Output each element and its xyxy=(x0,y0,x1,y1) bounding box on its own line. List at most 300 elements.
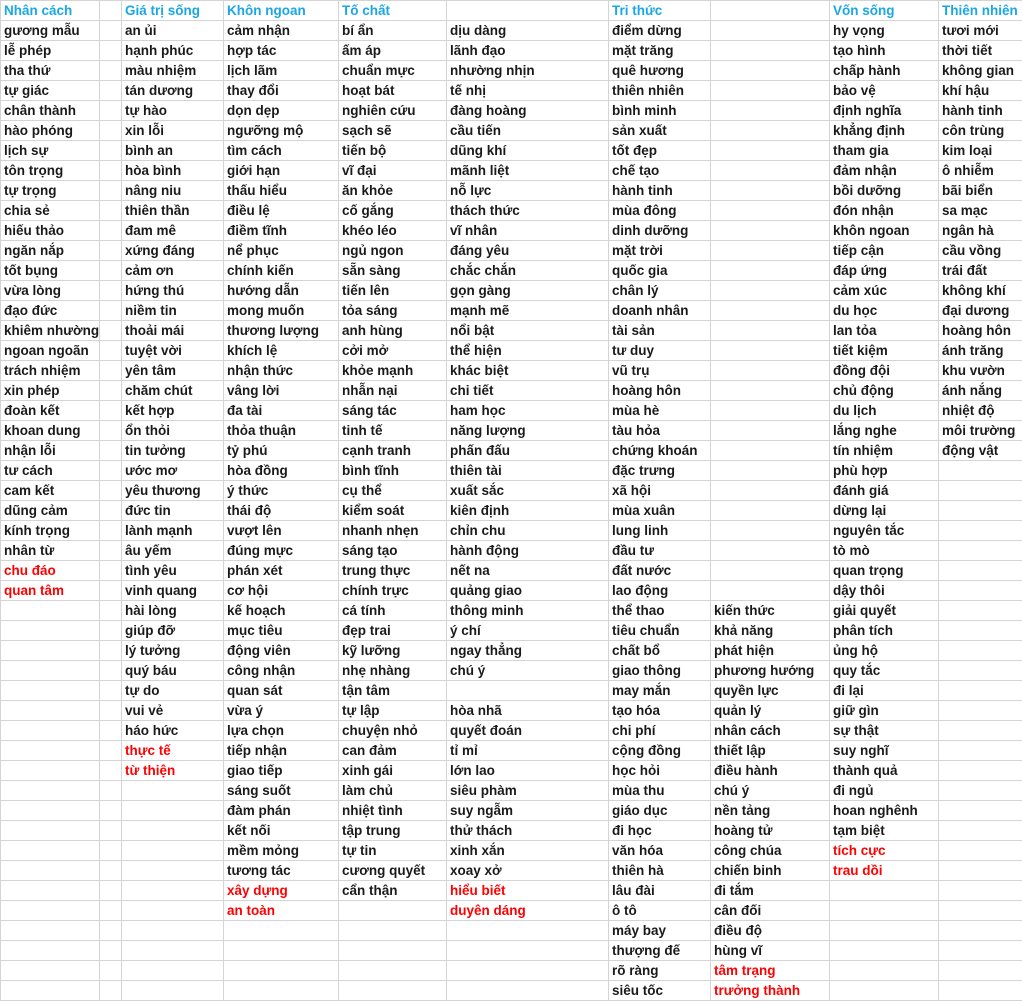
word-cell[interactable]: tươi mới xyxy=(939,21,1022,41)
word-cell[interactable] xyxy=(100,861,122,881)
word-cell[interactable]: nền tảng xyxy=(711,801,830,821)
word-cell[interactable] xyxy=(339,961,447,981)
word-cell[interactable] xyxy=(100,61,122,81)
word-cell[interactable] xyxy=(100,321,122,341)
word-cell[interactable] xyxy=(100,721,122,741)
word-cell[interactable]: đa tài xyxy=(224,401,339,421)
word-cell[interactable]: ngân hà xyxy=(939,221,1022,241)
word-cell[interactable]: quan tâm xyxy=(1,581,100,601)
word-cell[interactable] xyxy=(100,281,122,301)
word-cell[interactable]: ô tô xyxy=(609,901,711,921)
word-cell[interactable]: ô nhiễm xyxy=(939,161,1022,181)
word-cell[interactable] xyxy=(939,841,1022,861)
word-cell[interactable] xyxy=(1,681,100,701)
word-cell[interactable]: ngủ ngon xyxy=(339,241,447,261)
word-cell[interactable]: mặt trăng xyxy=(609,41,711,61)
word-cell[interactable]: xin lỗi xyxy=(122,121,224,141)
word-cell[interactable]: thiên thần xyxy=(122,201,224,221)
word-cell[interactable]: vũ trụ xyxy=(609,361,711,381)
word-cell[interactable]: hoan nghênh xyxy=(830,801,939,821)
column-header[interactable]: Thiên nhiên xyxy=(939,1,1022,21)
word-cell[interactable] xyxy=(939,961,1022,981)
word-cell[interactable]: không gian xyxy=(939,61,1022,81)
word-cell[interactable]: điều hành xyxy=(711,761,830,781)
word-cell[interactable]: bình an xyxy=(122,141,224,161)
word-cell[interactable]: thiên tài xyxy=(447,461,609,481)
word-cell[interactable]: hướng dẫn xyxy=(224,281,339,301)
word-cell[interactable]: tham gia xyxy=(830,141,939,161)
word-cell[interactable]: quý báu xyxy=(122,661,224,681)
word-cell[interactable]: bình minh xyxy=(609,101,711,121)
word-cell[interactable] xyxy=(100,881,122,901)
word-cell[interactable]: đại dương xyxy=(939,301,1022,321)
word-cell[interactable] xyxy=(711,201,830,221)
word-cell[interactable]: cơ hội xyxy=(224,581,339,601)
word-cell[interactable]: chế tạo xyxy=(609,161,711,181)
word-cell[interactable] xyxy=(711,581,830,601)
word-cell[interactable]: bồi dưỡng xyxy=(830,181,939,201)
word-cell[interactable] xyxy=(100,381,122,401)
word-cell[interactable]: tàu hỏa xyxy=(609,421,711,441)
word-cell[interactable]: giúp đỡ xyxy=(122,621,224,641)
word-cell[interactable]: sản xuất xyxy=(609,121,711,141)
word-cell[interactable]: khôn ngoan xyxy=(830,221,939,241)
word-cell[interactable]: vĩ đại xyxy=(339,161,447,181)
word-cell[interactable]: âu yếm xyxy=(122,541,224,561)
word-cell[interactable]: cộng đồng xyxy=(609,741,711,761)
word-cell[interactable] xyxy=(447,961,609,981)
word-cell[interactable]: nguyên tắc xyxy=(830,521,939,541)
word-cell[interactable]: mùa đông xyxy=(609,201,711,221)
word-cell[interactable] xyxy=(939,881,1022,901)
word-cell[interactable]: đồng đội xyxy=(830,361,939,381)
word-cell[interactable]: điều lệ xyxy=(224,201,339,221)
word-cell[interactable]: ủng hộ xyxy=(830,641,939,661)
word-cell[interactable] xyxy=(100,961,122,981)
word-cell[interactable]: tích cực xyxy=(830,841,939,861)
word-cell[interactable]: nhiệt độ xyxy=(939,401,1022,421)
word-cell[interactable] xyxy=(100,981,122,1001)
word-cell[interactable] xyxy=(711,481,830,501)
word-cell[interactable]: tận tâm xyxy=(339,681,447,701)
word-cell[interactable] xyxy=(711,241,830,261)
column-header[interactable]: Tố chất xyxy=(339,1,447,21)
word-cell[interactable]: tôn trọng xyxy=(1,161,100,181)
word-cell[interactable]: tự giác xyxy=(1,81,100,101)
word-cell[interactable]: khoan dung xyxy=(1,421,100,441)
word-cell[interactable]: trau dồi xyxy=(830,861,939,881)
word-cell[interactable]: trung thực xyxy=(339,561,447,581)
word-cell[interactable]: tốt đẹp xyxy=(609,141,711,161)
word-cell[interactable] xyxy=(711,141,830,161)
word-cell[interactable]: hào phóng xyxy=(1,121,100,141)
word-cell[interactable] xyxy=(100,501,122,521)
word-cell[interactable] xyxy=(711,421,830,441)
word-cell[interactable]: xứng đáng xyxy=(122,241,224,261)
word-cell[interactable]: đón nhận xyxy=(830,201,939,221)
word-cell[interactable]: động viên xyxy=(224,641,339,661)
word-cell[interactable]: khéo léo xyxy=(339,221,447,241)
word-cell[interactable]: khẳng định xyxy=(830,121,939,141)
word-cell[interactable]: kế hoạch xyxy=(224,601,339,621)
word-cell[interactable]: chuyện nhỏ xyxy=(339,721,447,741)
word-cell[interactable] xyxy=(339,921,447,941)
word-cell[interactable]: tha thứ xyxy=(1,61,100,81)
word-cell[interactable] xyxy=(939,921,1022,941)
word-cell[interactable]: xuất sắc xyxy=(447,481,609,501)
word-cell[interactable]: tài sản xyxy=(609,321,711,341)
word-cell[interactable]: thay đổi xyxy=(224,81,339,101)
word-cell[interactable]: khích lệ xyxy=(224,341,339,361)
word-cell[interactable]: ánh nắng xyxy=(939,381,1022,401)
word-cell[interactable] xyxy=(100,601,122,621)
word-cell[interactable]: quyền lực xyxy=(711,681,830,701)
word-cell[interactable]: vừa ý xyxy=(224,701,339,721)
word-cell[interactable] xyxy=(1,621,100,641)
word-cell[interactable]: niềm tin xyxy=(122,301,224,321)
word-cell[interactable]: tự do xyxy=(122,681,224,701)
word-cell[interactable] xyxy=(100,781,122,801)
word-cell[interactable]: tự trọng xyxy=(1,181,100,201)
word-cell[interactable] xyxy=(1,661,100,681)
word-cell[interactable]: chân thành xyxy=(1,101,100,121)
word-cell[interactable]: ngăn nắp xyxy=(1,241,100,261)
word-cell[interactable] xyxy=(711,41,830,61)
word-cell[interactable]: học hỏi xyxy=(609,761,711,781)
word-cell[interactable] xyxy=(1,841,100,861)
word-cell[interactable]: xã hội xyxy=(609,481,711,501)
word-cell[interactable]: nhẹ nhàng xyxy=(339,661,447,681)
word-cell[interactable]: nổi bật xyxy=(447,321,609,341)
word-cell[interactable]: hành động xyxy=(447,541,609,561)
word-cell[interactable]: lễ phép xyxy=(1,41,100,61)
word-cell[interactable]: đất nước xyxy=(609,561,711,581)
word-cell[interactable] xyxy=(1,921,100,941)
word-cell[interactable] xyxy=(711,381,830,401)
word-cell[interactable]: xinh gái xyxy=(339,761,447,781)
word-cell[interactable]: màu nhiệm xyxy=(122,61,224,81)
word-cell[interactable]: cảm nhận xyxy=(224,21,339,41)
word-cell[interactable] xyxy=(339,901,447,921)
word-cell[interactable]: tạo hóa xyxy=(609,701,711,721)
word-cell[interactable] xyxy=(122,901,224,921)
word-cell[interactable] xyxy=(1,821,100,841)
word-cell[interactable]: tin tưởng xyxy=(122,441,224,461)
word-cell[interactable]: quyết đoán xyxy=(447,721,609,741)
column-header[interactable]: Nhân cách xyxy=(1,1,100,21)
word-cell[interactable] xyxy=(447,981,609,1001)
word-cell[interactable]: quê hương xyxy=(609,61,711,81)
word-cell[interactable]: giao tiếp xyxy=(224,761,339,781)
word-cell[interactable] xyxy=(1,741,100,761)
column-header[interactable]: Khôn ngoan xyxy=(224,1,339,21)
word-cell[interactable] xyxy=(100,541,122,561)
word-cell[interactable]: đúng mực xyxy=(224,541,339,561)
word-cell[interactable]: quy tắc xyxy=(830,661,939,681)
word-cell[interactable]: an toàn xyxy=(224,901,339,921)
word-cell[interactable]: côn trùng xyxy=(939,121,1022,141)
word-cell[interactable] xyxy=(830,901,939,921)
word-cell[interactable]: kim loại xyxy=(939,141,1022,161)
word-cell[interactable]: quốc gia xyxy=(609,261,711,281)
word-cell[interactable]: mãnh liệt xyxy=(447,161,609,181)
word-cell[interactable]: khí hậu xyxy=(939,81,1022,101)
word-cell[interactable]: phán xét xyxy=(224,561,339,581)
word-cell[interactable]: tự hào xyxy=(122,101,224,121)
word-cell[interactable]: tốt bụng xyxy=(1,261,100,281)
word-cell[interactable]: ăn khỏe xyxy=(339,181,447,201)
word-cell[interactable]: hoàng hôn xyxy=(609,381,711,401)
word-cell[interactable] xyxy=(100,41,122,61)
word-cell[interactable]: mặt trời xyxy=(609,241,711,261)
word-cell[interactable]: lớn lao xyxy=(447,761,609,781)
word-cell[interactable] xyxy=(447,921,609,941)
word-cell[interactable]: kính trọng xyxy=(1,521,100,541)
word-cell[interactable]: bảo vệ xyxy=(830,81,939,101)
word-cell[interactable] xyxy=(100,481,122,501)
word-cell[interactable]: đáng yêu xyxy=(447,241,609,261)
word-cell[interactable] xyxy=(939,681,1022,701)
word-cell[interactable]: từ thiện xyxy=(122,761,224,781)
word-cell[interactable] xyxy=(100,841,122,861)
word-cell[interactable]: ổn thỏi xyxy=(122,421,224,441)
word-cell[interactable]: vinh quang xyxy=(122,581,224,601)
word-cell[interactable]: chính kiến xyxy=(224,261,339,281)
word-cell[interactable]: thách thức xyxy=(447,201,609,221)
word-cell[interactable]: mùa xuân xyxy=(609,501,711,521)
word-cell[interactable] xyxy=(122,781,224,801)
word-cell[interactable] xyxy=(711,441,830,461)
word-cell[interactable]: cảm xúc xyxy=(830,281,939,301)
word-cell[interactable]: khác biệt xyxy=(447,361,609,381)
word-cell[interactable]: đặc trưng xyxy=(609,461,711,481)
word-cell[interactable]: thượng đế xyxy=(609,941,711,961)
word-cell[interactable] xyxy=(224,981,339,1001)
word-cell[interactable]: tìm cách xyxy=(224,141,339,161)
word-cell[interactable]: chiến binh xyxy=(711,861,830,881)
word-cell[interactable] xyxy=(122,961,224,981)
word-cell[interactable]: nâng niu xyxy=(122,181,224,201)
word-cell[interactable] xyxy=(939,781,1022,801)
word-cell[interactable] xyxy=(1,721,100,741)
word-cell[interactable]: lắng nghe xyxy=(830,421,939,441)
word-cell[interactable]: chi phí xyxy=(609,721,711,741)
word-cell[interactable] xyxy=(1,901,100,921)
word-cell[interactable] xyxy=(100,921,122,941)
word-cell[interactable] xyxy=(100,661,122,681)
word-cell[interactable]: xây dựng xyxy=(224,881,339,901)
word-cell[interactable]: phân tích xyxy=(830,621,939,641)
word-cell[interactable] xyxy=(939,581,1022,601)
word-cell[interactable]: chú ý xyxy=(447,661,609,681)
word-cell[interactable]: cân đối xyxy=(711,901,830,921)
word-cell[interactable]: đi lại xyxy=(830,681,939,701)
word-cell[interactable] xyxy=(100,941,122,961)
word-cell[interactable]: thời tiết xyxy=(939,41,1022,61)
word-cell[interactable] xyxy=(100,521,122,541)
word-cell[interactable]: dũng cảm xyxy=(1,501,100,521)
word-cell[interactable] xyxy=(939,701,1022,721)
word-cell[interactable]: quan sát xyxy=(224,681,339,701)
word-cell[interactable]: mềm mỏng xyxy=(224,841,339,861)
word-cell[interactable]: vĩ nhân xyxy=(447,221,609,241)
word-cell[interactable] xyxy=(939,641,1022,661)
word-cell[interactable] xyxy=(939,461,1022,481)
word-cell[interactable]: quản lý xyxy=(711,701,830,721)
word-cell[interactable] xyxy=(939,761,1022,781)
word-cell[interactable] xyxy=(1,981,100,1001)
word-cell[interactable]: phấn đấu xyxy=(447,441,609,461)
word-cell[interactable] xyxy=(100,441,122,461)
word-cell[interactable]: lý tưởng xyxy=(122,641,224,661)
word-cell[interactable]: chính trực xyxy=(339,581,447,601)
word-cell[interactable]: chủ động xyxy=(830,381,939,401)
word-cell[interactable]: thông minh xyxy=(447,601,609,621)
word-cell[interactable]: xoay xở xyxy=(447,861,609,881)
word-cell[interactable]: vui vẻ xyxy=(122,701,224,721)
word-cell[interactable] xyxy=(711,361,830,381)
word-cell[interactable]: kiểm soát xyxy=(339,501,447,521)
word-cell[interactable]: gương mẫu xyxy=(1,21,100,41)
word-cell[interactable]: công nhận xyxy=(224,661,339,681)
word-cell[interactable]: tâm trạng xyxy=(711,961,830,981)
word-cell[interactable]: hoàng tử xyxy=(711,821,830,841)
word-cell[interactable]: động vật xyxy=(939,441,1022,461)
word-cell[interactable] xyxy=(100,701,122,721)
word-cell[interactable]: dọn dẹp xyxy=(224,101,339,121)
word-cell[interactable] xyxy=(447,941,609,961)
word-cell[interactable] xyxy=(939,541,1022,561)
word-cell[interactable]: quan trọng xyxy=(830,561,939,581)
word-cell[interactable] xyxy=(711,101,830,121)
word-cell[interactable]: kỹ lưỡng xyxy=(339,641,447,661)
word-cell[interactable] xyxy=(939,941,1022,961)
word-cell[interactable]: mong muốn xyxy=(224,301,339,321)
word-cell[interactable]: hoạt bát xyxy=(339,81,447,101)
word-cell[interactable]: ước mơ xyxy=(122,461,224,481)
word-cell[interactable]: chăm chút xyxy=(122,381,224,401)
word-cell[interactable]: chu đáo xyxy=(1,561,100,581)
word-cell[interactable]: lịch sự xyxy=(1,141,100,161)
word-cell[interactable] xyxy=(100,241,122,261)
word-cell[interactable] xyxy=(100,621,122,641)
word-cell[interactable]: suy ngẫm xyxy=(447,801,609,821)
word-cell[interactable]: giữ gìn xyxy=(830,701,939,721)
word-cell[interactable]: thành quả xyxy=(830,761,939,781)
word-cell[interactable]: hạnh phúc xyxy=(122,41,224,61)
word-cell[interactable]: thoải mái xyxy=(122,321,224,341)
word-cell[interactable] xyxy=(122,921,224,941)
word-cell[interactable]: đáp ứng xyxy=(830,261,939,281)
word-cell[interactable]: hành tinh xyxy=(939,101,1022,121)
word-cell[interactable]: hứng thú xyxy=(122,281,224,301)
word-cell[interactable] xyxy=(100,261,122,281)
word-cell[interactable]: ham học xyxy=(447,401,609,421)
word-cell[interactable] xyxy=(939,721,1022,741)
word-cell[interactable]: không khí xyxy=(939,281,1022,301)
word-cell[interactable]: anh hùng xyxy=(339,321,447,341)
word-cell[interactable]: tiếp nhận xyxy=(224,741,339,761)
word-cell[interactable]: tiếp cận xyxy=(830,241,939,261)
word-cell[interactable]: đi học xyxy=(609,821,711,841)
word-cell[interactable]: thái độ xyxy=(224,501,339,521)
word-cell[interactable]: tiến bộ xyxy=(339,141,447,161)
word-cell[interactable]: điều độ xyxy=(711,921,830,941)
word-cell[interactable]: chi tiết xyxy=(447,381,609,401)
word-cell[interactable]: nhận thức xyxy=(224,361,339,381)
word-cell[interactable]: cạnh tranh xyxy=(339,441,447,461)
word-cell[interactable] xyxy=(1,801,100,821)
word-cell[interactable] xyxy=(1,781,100,801)
column-header[interactable]: Tri thức xyxy=(609,1,711,21)
word-cell[interactable] xyxy=(100,901,122,921)
word-cell[interactable] xyxy=(711,521,830,541)
word-cell[interactable]: kết nối xyxy=(224,821,339,841)
word-cell[interactable]: khu vườn xyxy=(939,361,1022,381)
word-cell[interactable]: đánh giá xyxy=(830,481,939,501)
word-cell[interactable]: phù hợp xyxy=(830,461,939,481)
word-cell[interactable] xyxy=(1,641,100,661)
word-cell[interactable] xyxy=(939,481,1022,501)
word-cell[interactable]: tư duy xyxy=(609,341,711,361)
word-cell[interactable] xyxy=(711,341,830,361)
word-cell[interactable]: tán dương xyxy=(122,81,224,101)
word-cell[interactable]: lịch lãm xyxy=(224,61,339,81)
word-cell[interactable] xyxy=(939,801,1022,821)
word-cell[interactable]: ngoan ngoãn xyxy=(1,341,100,361)
word-cell[interactable]: hoàng hôn xyxy=(939,321,1022,341)
word-cell[interactable] xyxy=(100,101,122,121)
word-cell[interactable]: hành tinh xyxy=(609,181,711,201)
word-cell[interactable]: đam mê xyxy=(122,221,224,241)
word-cell[interactable] xyxy=(339,941,447,961)
word-cell[interactable]: can đảm xyxy=(339,741,447,761)
word-cell[interactable]: nhẫn nại xyxy=(339,381,447,401)
word-cell[interactable] xyxy=(100,181,122,201)
word-cell[interactable]: du học xyxy=(830,301,939,321)
word-cell[interactable] xyxy=(122,801,224,821)
word-cell[interactable] xyxy=(447,681,609,701)
word-cell[interactable]: siêu phàm xyxy=(447,781,609,801)
word-cell[interactable]: nhường nhịn xyxy=(447,61,609,81)
word-cell[interactable]: đức tin xyxy=(122,501,224,521)
word-cell[interactable] xyxy=(100,201,122,221)
word-cell[interactable]: hiếu thảo xyxy=(1,221,100,241)
word-cell[interactable] xyxy=(100,121,122,141)
word-cell[interactable]: sa mạc xyxy=(939,201,1022,221)
word-cell[interactable] xyxy=(1,861,100,881)
word-cell[interactable]: thiên nhiên xyxy=(609,81,711,101)
word-cell[interactable] xyxy=(1,761,100,781)
word-cell[interactable]: giới hạn xyxy=(224,161,339,181)
word-cell[interactable]: chỉn chu xyxy=(447,521,609,541)
word-cell[interactable]: đầu tư xyxy=(609,541,711,561)
word-cell[interactable]: hiểu biết xyxy=(447,881,609,901)
word-cell[interactable]: doanh nhân xyxy=(609,301,711,321)
word-cell[interactable]: tạo hình xyxy=(830,41,939,61)
word-cell[interactable] xyxy=(939,981,1022,1001)
word-cell[interactable]: tình yêu xyxy=(122,561,224,581)
word-cell[interactable] xyxy=(830,941,939,961)
word-cell[interactable] xyxy=(711,321,830,341)
word-cell[interactable]: bãi biển xyxy=(939,181,1022,201)
word-cell[interactable]: đạo đức xyxy=(1,301,100,321)
word-cell[interactable] xyxy=(100,761,122,781)
word-cell[interactable]: sự thật xyxy=(830,721,939,741)
word-cell[interactable]: hòa bình xyxy=(122,161,224,181)
word-cell[interactable]: chia sẻ xyxy=(1,201,100,221)
word-cell[interactable]: tỷ phú xyxy=(224,441,339,461)
